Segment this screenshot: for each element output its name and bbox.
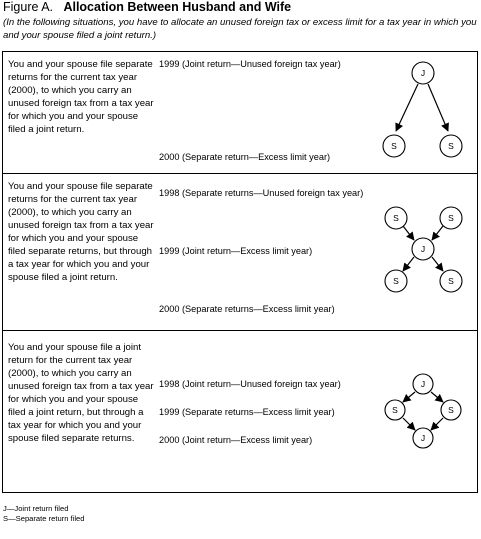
row-2-label-1998: 1998 (Separate returns—Unused foreign tax year) [159,188,364,198]
svg-text:S: S [391,141,397,151]
separate-node [383,135,405,157]
arrow [396,84,418,131]
row-3-diagram [385,374,461,448]
figure-label: Figure A. [3,0,54,14]
row-2-label-2000: 2000 (Separate returns—Excess limit year) [159,304,335,314]
figure-subtitle: (In the following situations, you have to allocate an unused foreign tax or excess limit for a tax year in which you and your spouse filed a joint return.) [3,17,477,41]
svg-text:J: J [420,68,426,78]
arrow [431,418,443,430]
joint-node [413,374,433,394]
figure-heading: Allocation Between Husband and Wife [63,0,292,14]
svg-text:J: J [420,379,426,389]
row-3-description: You and your spouse file a joint return for the current tax year (2000), to which you carry an unused foreign tax from a tax year for which you and your spouse filed a joint return, but through a tax year for which you and your spouse filed separate returns. [8,342,154,444]
joint-node [412,238,434,260]
svg-text:S: S [392,405,398,415]
row-2-diagram [385,207,462,292]
joint-node [412,62,434,84]
row-1-description: You and your spouse file separate returns for the current tax year (2000), to which you carry an unused foreign tax from a tax year for which you and your spouse filed a joint return. [8,59,154,135]
arrow [432,257,443,271]
row-2-label-1999: 1999 (Joint return—Excess limit year) [159,246,313,256]
separate-node [385,400,405,420]
svg-text:S: S [393,276,399,286]
row-1-label-1999: 1999 (Joint return—Unused foreign tax year) [159,59,341,69]
row-1-diagram [383,62,462,157]
svg-text:J: J [420,244,426,254]
legend-joint: J—Joint return filed [3,504,69,513]
separate-node [441,400,461,420]
arrow [403,392,415,402]
row-3-label-2000: 2000 (Joint return—Excess limit year) [159,435,313,445]
svg-text:S: S [393,213,399,223]
arrow [403,418,415,430]
joint-node [413,428,433,448]
arrow [428,84,448,131]
arrow [403,257,414,271]
row-1-label-2000: 2000 (Separate return—Excess limit year) [159,152,331,162]
arrow [403,226,414,240]
separate-node [440,135,462,157]
svg-text:S: S [448,213,454,223]
separate-node [440,207,462,229]
separate-node [385,207,407,229]
svg-text:S: S [448,141,454,151]
separate-node [385,270,407,292]
separate-node [440,270,462,292]
row-3-label-1998: 1998 (Joint return—Unused foreign tax year) [159,379,341,389]
svg-text:J: J [420,433,426,443]
svg-text:S: S [448,405,454,415]
row-3-label-1999: 1999 (Separate returns—Excess limit year) [159,407,335,417]
legend-separate: S—Separate return filed [3,514,85,523]
svg-text:S: S [448,276,454,286]
row-2-description: You and your spouse file separate returns for the current tax year (2000), to which you carry an unused foreign tax from a tax year for which you and your spouse filed separate returns, but through a tax year for which you and your spouse filed a joint return. [8,181,154,283]
arrow [432,226,443,240]
arrow [431,392,443,402]
